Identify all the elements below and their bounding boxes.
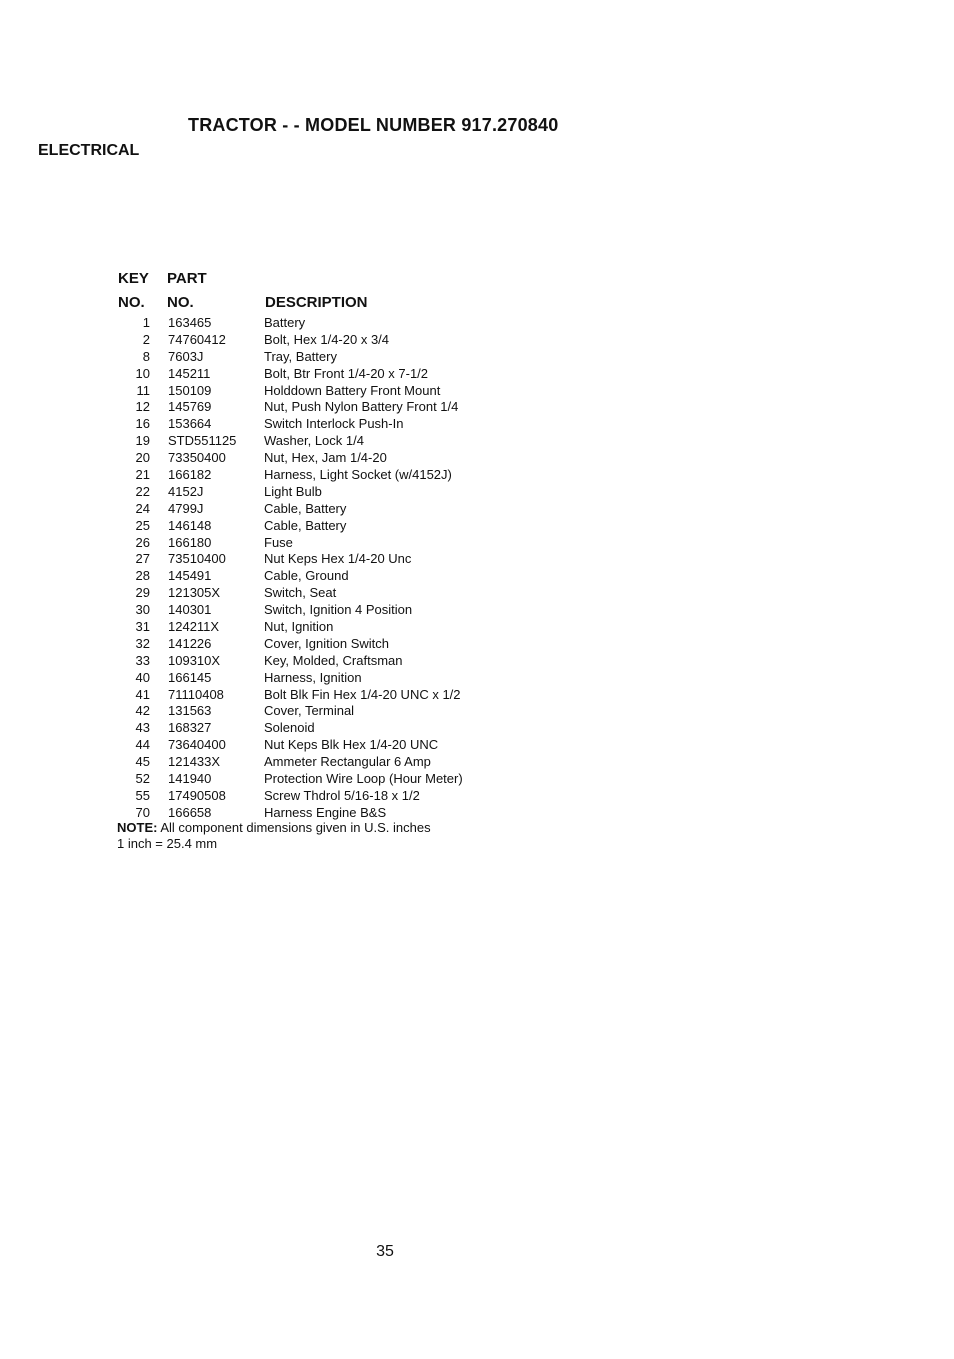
note-line (117, 820, 431, 836)
key-number: 26 (135, 534, 150, 550)
part-description: Nut, Ignition (264, 619, 334, 635)
parts-row (0, 433, 954, 450)
part-number: 140301 (168, 602, 212, 618)
parts-row (0, 332, 954, 349)
parts-row (0, 771, 954, 788)
part-description: Tray, Battery (264, 348, 337, 364)
key-number: 52 (135, 771, 150, 787)
key-number: 19 (135, 433, 150, 449)
parts-row (0, 315, 954, 332)
part-description: Bolt, Hex 1/4-20 x 3/4 (264, 331, 390, 347)
column-header-description: DESCRIPTION (265, 294, 368, 311)
part-number: 4152J (168, 483, 204, 499)
key-number: 55 (135, 787, 150, 803)
parts-row (0, 653, 954, 670)
part-description: Washer, Lock 1/4 (264, 433, 364, 449)
parts-list (0, 315, 954, 822)
parts-row (0, 754, 954, 771)
part-description: Bolt, Btr Front 1/4-20 x 7-1/2 (264, 365, 429, 381)
parts-row (0, 568, 954, 585)
parts-row (0, 720, 954, 737)
key-number: 41 (135, 686, 150, 702)
part-description: Battery (264, 315, 306, 330)
parts-row (0, 636, 954, 653)
parts-row (0, 619, 954, 636)
parts-row (0, 518, 954, 535)
part-description: Switch, Seat (264, 585, 337, 601)
key-number: 30 (135, 602, 150, 618)
parts-row (0, 551, 954, 568)
parts-row (0, 450, 954, 467)
part-number: 73640400 (168, 737, 226, 753)
column-header-key-line1: KEY (118, 270, 149, 287)
part-description: Nut, Hex, Jam 1/4-20 (264, 450, 387, 466)
part-number: 73350400 (168, 450, 226, 466)
parts-row (0, 349, 954, 366)
part-description: Harness, Ignition (264, 669, 362, 685)
section-heading: ELECTRICAL (38, 142, 140, 159)
parts-row (0, 383, 954, 400)
key-number: 45 (135, 754, 150, 770)
key-number: 42 (135, 703, 150, 719)
part-description: Holddown Battery Front Mount (264, 382, 441, 398)
parts-row (0, 501, 954, 518)
key-number: 10 (135, 365, 150, 381)
key-number: 29 (135, 585, 150, 601)
part-description: Solenoid (264, 720, 315, 736)
part-description: Switch Interlock Push-In (264, 416, 404, 432)
part-number: 4799J (168, 500, 204, 516)
key-number: 40 (135, 669, 150, 685)
part-number: 74760412 (168, 331, 226, 347)
part-number: 145211 (168, 365, 211, 381)
part-number: 141940 (168, 771, 212, 787)
part-description: Harness Engine B&S (264, 804, 387, 820)
key-number: 21 (135, 467, 150, 483)
part-description: Cable, Battery (264, 517, 347, 533)
part-description: Cover, Ignition Switch (264, 635, 390, 651)
part-description: Harness, Light Socket (w/4152J) (264, 467, 452, 483)
part-number: 121305X (168, 585, 221, 601)
part-number: 73510400 (168, 551, 226, 567)
key-number: 2 (142, 331, 150, 347)
part-description: Cable, Battery (264, 500, 347, 516)
column-header-part-line1: PART (167, 270, 207, 287)
page-number: 35 (376, 1243, 394, 1260)
part-description: Screw Thdrol 5/16-18 x 1/2 (264, 787, 420, 803)
part-description: Cover, Terminal (264, 703, 355, 719)
conversion-note: 1 inch = 25.4 mm (117, 836, 218, 851)
key-number: 22 (135, 483, 150, 499)
part-description: Nut, Push Nylon Battery Front 1/4 (264, 399, 459, 415)
key-number: 44 (135, 737, 150, 753)
part-number: STD551125 (168, 433, 237, 449)
part-number: 166658 (168, 804, 212, 820)
part-number: 109310X (168, 652, 221, 668)
part-number: 145491 (168, 568, 212, 584)
parts-row (0, 670, 954, 687)
key-number: 11 (136, 382, 150, 398)
part-number: 166180 (168, 534, 212, 550)
parts-row (0, 687, 954, 704)
part-number: 166145 (168, 669, 212, 685)
part-description: Key, Molded, Craftsman (264, 652, 403, 668)
part-description: Protection Wire Loop (Hour Meter) (264, 771, 463, 787)
part-description: Nut Keps Hex 1/4-20 Unc (264, 551, 412, 567)
column-header-key-line2: NO. (118, 294, 145, 311)
key-number: 31 (135, 619, 150, 635)
part-number: 145769 (168, 399, 212, 415)
parts-row (0, 366, 954, 383)
part-number: 146148 (168, 517, 212, 533)
part-number: 150109 (168, 382, 212, 398)
part-number: 71110408 (168, 686, 224, 702)
part-number: 124211X (168, 619, 220, 635)
column-header-part-line2: NO. (167, 294, 194, 311)
part-number: 131563 (168, 703, 212, 719)
key-number: 32 (135, 635, 150, 651)
parts-row (0, 602, 954, 619)
parts-row (0, 467, 954, 484)
parts-row (0, 535, 954, 552)
key-number: 25 (135, 517, 150, 533)
key-number: 27 (135, 551, 150, 567)
part-number: 163465 (168, 315, 212, 330)
key-number: 12 (135, 399, 150, 415)
key-number: 24 (135, 500, 150, 516)
part-number: 166182 (168, 467, 212, 483)
parts-row (0, 788, 954, 805)
key-number: 20 (135, 450, 150, 466)
key-number: 70 (135, 804, 150, 820)
key-number: 43 (135, 720, 150, 736)
part-number: 168327 (168, 720, 212, 736)
part-number: 121433X (168, 754, 221, 770)
part-description: Fuse (264, 534, 293, 550)
part-number: 7603J (168, 348, 204, 364)
parts-row (0, 399, 954, 416)
page-title: TRACTOR - - MODEL NUMBER 917.270840 (188, 115, 559, 135)
part-description: Nut Keps Blk Hex 1/4-20 UNC (264, 737, 439, 753)
part-number: 153664 (168, 416, 212, 432)
part-description: Cable, Ground (264, 568, 349, 584)
part-description: Switch, Ignition 4 Position (264, 602, 413, 618)
part-description: Ammeter Rectangular 6 Amp (264, 754, 431, 770)
parts-row (0, 484, 954, 501)
key-number: 1 (142, 315, 150, 330)
part-number: 17490508 (168, 787, 226, 803)
part-description: Bolt Blk Fin Hex 1/4-20 UNC x 1/2 (264, 686, 461, 702)
part-number: 141226 (168, 635, 212, 651)
key-number: 16 (135, 416, 150, 432)
part-description: Light Bulb (264, 483, 322, 499)
note-text: All component dimensions given in U.S. inches (157, 820, 431, 835)
key-number: 28 (135, 568, 150, 584)
key-number: 8 (142, 348, 150, 364)
parts-row (0, 737, 954, 754)
parts-row (0, 703, 954, 720)
note-label: NOTE: (117, 820, 158, 835)
parts-row (0, 416, 954, 433)
key-number: 33 (135, 652, 150, 668)
parts-row (0, 585, 954, 602)
